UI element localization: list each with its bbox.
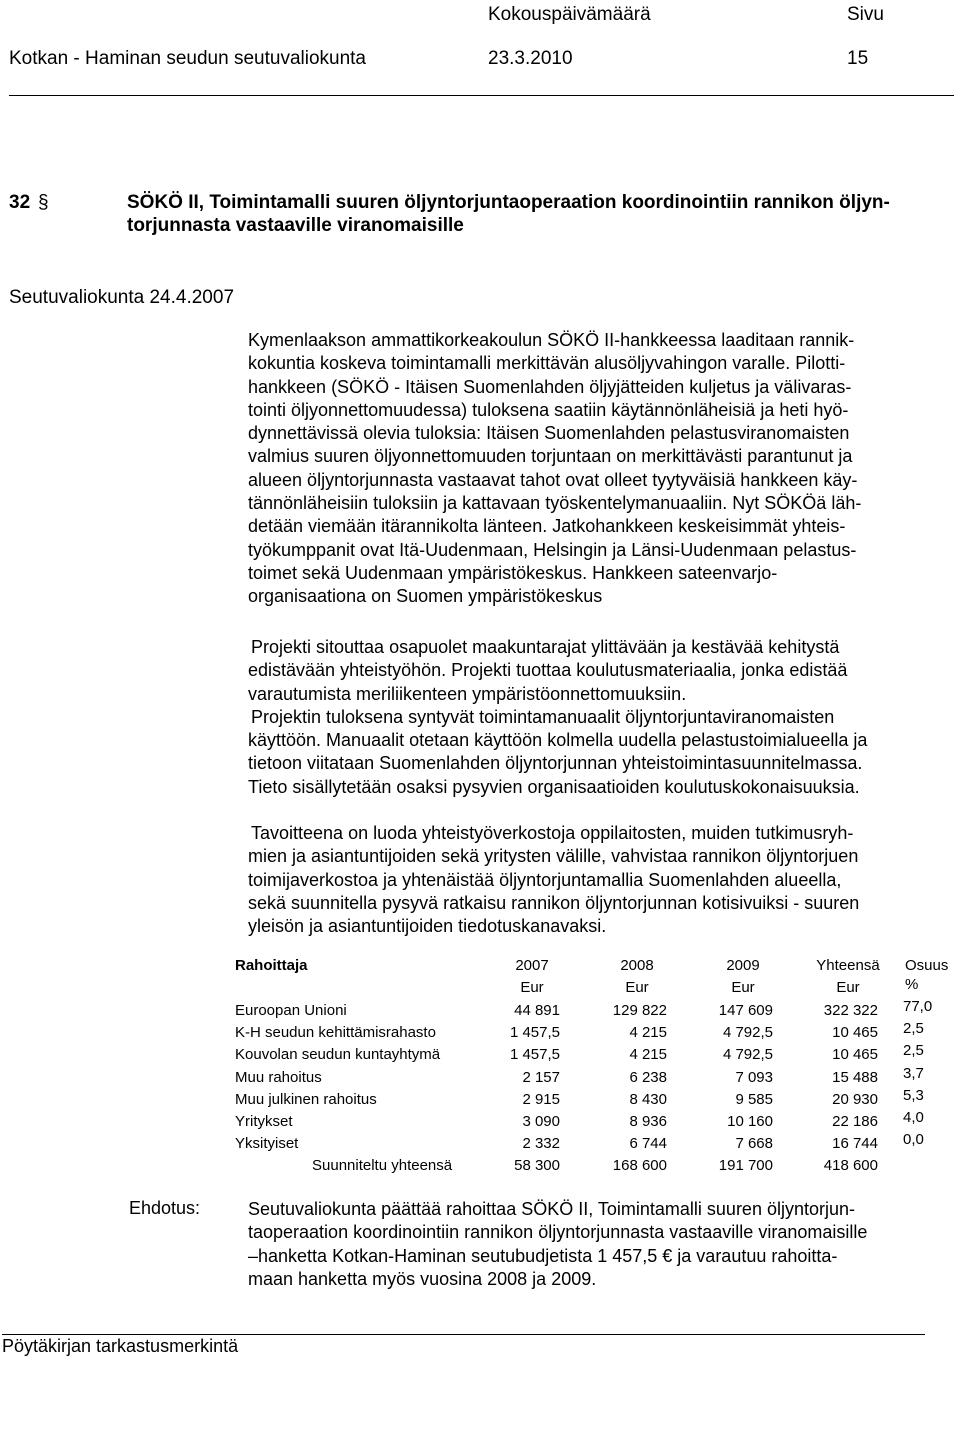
table-cell: 6 744: [629, 1135, 667, 1152]
text-line: taoperaation koordinointiin rannikon öljyntorjunnasta vastaaville viranomaisille: [248, 1222, 868, 1243]
table-cell: 9 585: [735, 1091, 773, 1108]
table-cell: 22 186: [832, 1113, 878, 1130]
table-cell: 2 915: [522, 1091, 560, 1108]
text-line: Tavoitteena on luoda yhteistyöverkostoja oppilaitosten, muiden tutkimusryh-: [251, 823, 854, 843]
table-row-name: Kouvolan seudun kuntayhtymä: [235, 1046, 441, 1063]
text-line: mien ja asiantuntijoiden sekä yritysten välille, vahvistaa rannikon öljyntorjuen: [248, 846, 859, 867]
text-line: tointi öljyonnettomuudessa) tuloksena saatiin käytännönläheisiä ja heti hyö-: [248, 399, 849, 420]
proposal-text: [248, 1198, 867, 1291]
table-header-unit: %: [905, 976, 919, 993]
table-cell: 15 488: [832, 1069, 878, 1086]
text-line: Projektin tuloksena syntyvät toimintamanuaalit öljyntorjuntaviranomaisten: [251, 706, 835, 727]
table-cell: 10 465: [832, 1024, 878, 1041]
footer-rule: [2, 1334, 925, 1335]
table-header-unit: Eur: [625, 979, 649, 996]
table-cell: 4 215: [629, 1046, 667, 1063]
table-cell: 322 322: [823, 1002, 878, 1019]
text-line: dynnettävissä olevia tuloksia: Itäisen Suomenlahden pelastusviranomaisten: [248, 423, 850, 444]
table-cell: 44 891: [514, 1002, 560, 1019]
table-header-unit: Eur: [836, 979, 860, 996]
table-row-name: Muu julkinen rahoitus: [235, 1091, 377, 1108]
text-line: yleisön ja asiantuntijoiden tiedotuskanavaksi.: [248, 916, 607, 937]
table-header-total: Yhteensä: [816, 957, 880, 974]
table-cell: 10 465: [832, 1046, 878, 1063]
text-line: –hanketta Kotkan-Haminan seutubudjetista 1 457,5 € ja varautuu rahoitta-: [248, 1245, 838, 1266]
table-cell: 1 457,5: [509, 1046, 560, 1063]
table-header-year: 2008: [620, 957, 654, 974]
table-cell-share: 2,5: [903, 1042, 924, 1059]
text-line: tietoon viitataan Suomenlahden öljyntorjunnan yhteistoimintasuunnitelmassa.: [248, 753, 863, 774]
table-cell-share: 4,0: [903, 1109, 924, 1126]
table-cell: 4 215: [629, 1024, 667, 1041]
table-cell: 2 332: [522, 1135, 560, 1152]
text-line: detään viemään itärannikolta länteen. Jatkohankkeen keskeisimmät yhteis-: [248, 516, 846, 537]
table-cell: 2 157: [522, 1069, 560, 1086]
table-cell: 129 822: [612, 1002, 667, 1019]
table-cell: 3 090: [522, 1113, 560, 1130]
text-line: maan hanketta myös vuosina 2008 ja 2009.: [248, 1268, 597, 1289]
table-cell: 8 936: [629, 1113, 667, 1130]
meeting-reference: Seutuvaliokunta 24.4.2007: [9, 287, 235, 308]
table-cell-share: 3,7: [903, 1065, 924, 1082]
section-title-line: torjunnasta vastaaville viranomaisille: [127, 215, 464, 236]
text-line: hankkeen (SÖKÖ - Itäisen Suomenlahden öljyjätteiden kuljetus ja välivaras-: [248, 376, 852, 397]
header-organization: Kotkan - Haminan seudun seutuvaliokunta: [9, 48, 367, 69]
table-cell-share: 5,3: [903, 1087, 924, 1104]
table-header-year: 2007: [515, 957, 549, 974]
header-date-column-label: Kokouspäivämäärä: [488, 4, 651, 25]
table-header-funder: Rahoittaja: [235, 957, 308, 974]
table-total-cell: 418 600: [823, 1157, 878, 1174]
table-header-unit: Eur: [520, 979, 544, 996]
header-date: 23.3.2010: [488, 48, 573, 69]
table-row-name: Yksityiset: [235, 1135, 299, 1152]
table-row-name: K-H seudun kehittämisrahasto: [235, 1024, 436, 1041]
text-line: työkumppanit ovat Itä-Uudenmaan, Helsingin ja Länsi-Uudenmaan pelastus-: [248, 539, 857, 560]
text-line: edistävään yhteistyöhön. Projekti tuottaa koulutusmateriaalia, jonka edistää: [248, 660, 848, 681]
header-page-number: 15: [847, 48, 869, 69]
text-line: Tieto sisällytetään osaksi pysyvien organisaatioiden koulutuskokonaisuuksia.: [248, 776, 860, 797]
header-page-column-label: Sivu: [847, 4, 884, 25]
table-total-cell: 191 700: [718, 1157, 773, 1174]
table-cell: 4 792,5: [722, 1046, 773, 1063]
table-total-cell: 58 300: [514, 1157, 560, 1174]
table-cell: 147 609: [718, 1002, 773, 1019]
table-cell-share: 0,0: [903, 1131, 924, 1148]
table-cell: 16 744: [832, 1135, 878, 1152]
table-cell: 8 430: [629, 1091, 667, 1108]
table-header-share: Osuus: [905, 957, 949, 974]
text-line: toimet sekä Uudenmaan ympäristökeskus. Hankkeen sateenvarjo-: [248, 562, 778, 583]
table-cell-share: 77,0: [903, 998, 933, 1015]
text-line: sekä suunnitella pysyvä ratkaisu rannikon öljyntorjunnan kotisivuiksi - suuren: [248, 892, 860, 913]
section-symbol: §: [38, 192, 49, 213]
table-total-label: Suunniteltu yhteensä: [312, 1157, 453, 1174]
table-row-name: Yritykset: [235, 1113, 293, 1130]
table-row-name: Euroopan Unioni: [235, 1002, 347, 1019]
text-line: alueen öljyntorjunnasta vastaavat tahot ovat olleet tyytyväisiä hankkeen käy-: [248, 469, 858, 490]
text-line: tännönläheisiin tuloksiin ja kattavaan työskentelymanuaaliin. Nyt SÖKÖä läh-: [248, 493, 862, 514]
section-title-line: SÖKÖ II, Toimintamalli suuren öljyntorjuntaoperaation koordinointiin rannikon öljyn-: [127, 192, 890, 213]
table-cell: 1 457,5: [509, 1024, 560, 1041]
table-header-year: 2009: [726, 957, 760, 974]
text-line: organisaationa on Suomen ympäristökeskus: [248, 586, 603, 607]
table-cell: 7 668: [735, 1135, 773, 1152]
text-line: kokuntia koskeva toimintamalli merkittävän alusöljyvahingon varalle. Pilotti-: [248, 353, 846, 374]
text-line: Kymenlaakson ammattikorkeakoulun SÖKÖ II-hankkeessa laaditaan rannik-: [248, 330, 855, 350]
text-line: Seutuvaliokunta päättää rahoittaa SÖKÖ II, Toimintamalli suuren öljyntorjun-: [248, 1199, 855, 1219]
table-header-unit: Eur: [731, 979, 755, 996]
proposal-label: Ehdotus:: [129, 1198, 201, 1218]
table-total-cell: 168 600: [612, 1157, 667, 1174]
footer-label: Pöytäkirjan tarkastusmerkintä: [2, 1336, 239, 1356]
text-line: käyttöön. Manuaalit otetaan käyttöön kolmella uudella pelastustoimialueella ja: [248, 730, 868, 751]
text-line: valmius suuren öljyonnettomuuden torjuntaan on merkittävästi parantunut ja: [248, 446, 853, 467]
text-line: Projekti sitouttaa osapuolet maakuntarajat ylittävään ja kestävää kehitystä: [251, 637, 840, 657]
table-row-name: Muu rahoitus: [235, 1069, 322, 1086]
table-cell: 10 160: [727, 1113, 773, 1130]
text-line: varautumista meriliikenteen ympäristöonnettomuuksiin.: [248, 683, 687, 704]
table-cell: 7 093: [735, 1069, 773, 1086]
text-line: toimijaverkostoa ja yhtenäistää öljyntorjuntamallia Suomenlahden alueella,: [248, 869, 842, 890]
table-cell: 6 238: [629, 1069, 667, 1086]
table-cell: 4 792,5: [722, 1024, 773, 1041]
table-cell: 20 930: [832, 1091, 878, 1108]
table-cell-share: 2,5: [903, 1020, 924, 1037]
section-number: 32: [9, 192, 31, 213]
